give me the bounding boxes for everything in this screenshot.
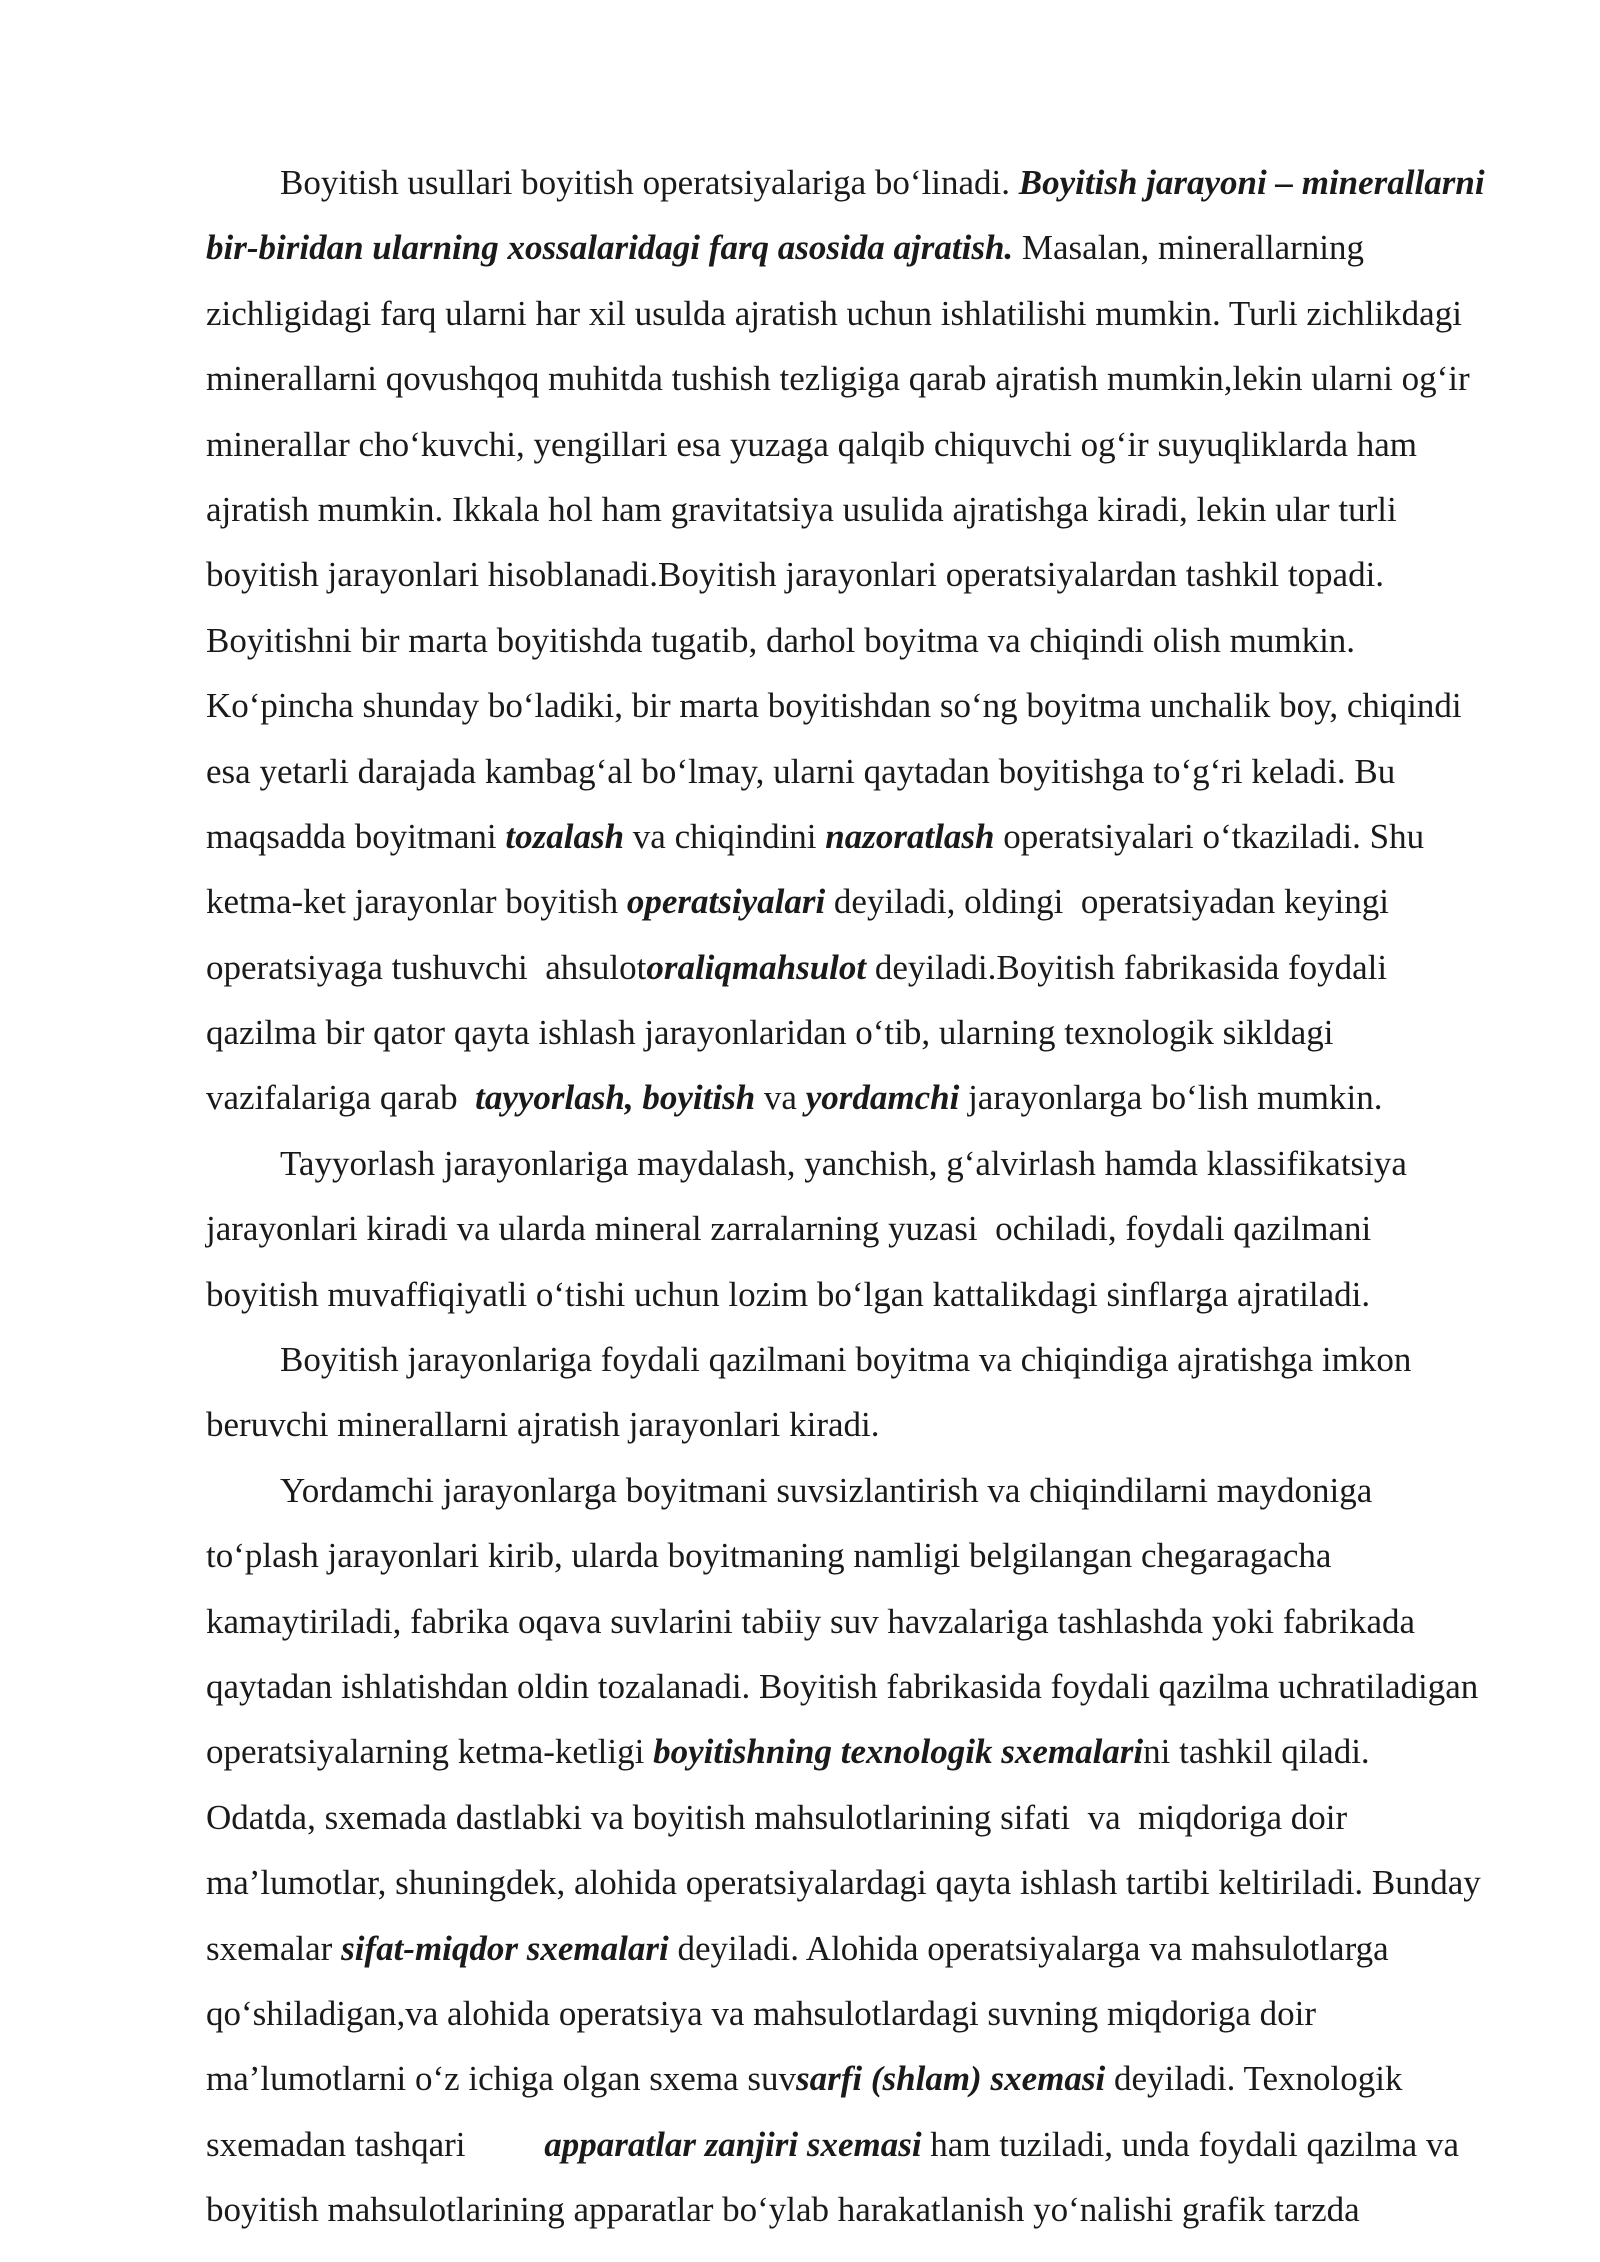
text-run: Odatda, sxemada dastlabki va boyitish mahsulotlarining sifati va miqdoriga doir [206,1797,1348,1837]
text-line [206,1654,1596,1719]
text-run: maqsadda boyitmani [206,816,506,856]
text-line [206,1262,1596,1327]
text-line [206,935,1596,1000]
text-line [206,1458,1596,1523]
document-body-text [206,150,1596,2243]
text-run: ketma-ket jarayonlar boyitish [206,882,627,922]
emphasized-term: apparatlar zanjiri sxemasi [544,2124,922,2164]
text-run: Tayyorlash jarayonlariga maydalash, yanchish, g‘alvirlash hamda klassifikatsiya [280,1143,1407,1183]
text-run: ma’lumotlar, shuningdek, alohida operatsiyalardagi qayta ishlash tartibi keltiriladi. Bunday [206,1863,1481,1903]
text-run: deyiladi. Alohida operatsiyalarga va mahsulotlarga [668,1928,1389,1968]
text-line [206,1392,1596,1457]
text-run: ham tuziladi, unda foydali qazilma va [921,2124,1460,2164]
emphasized-term: tozalash [505,816,625,856]
text-run: Boyitish jarayonlariga foydali qazilmani boyitma va chiqindiga ajratishga imkon [280,1340,1412,1380]
text-line [206,412,1596,477]
text-run: deyiladi, oldingi operatsiyadan keyingi [825,882,1389,922]
text-line [206,1327,1596,1392]
emphasized-term: tayyorlash, boyitish [475,1078,756,1118]
text-run: operatsiyalarning ketma-ketligi [206,1732,654,1772]
text-run: to‘plash jarayonlari kirib, ularda boyitmaning namligi belgilangan chegaragacha [206,1536,1332,1576]
text-run: qo‘shiladigan,va alohida operatsiya va mahsulotlardagi suvning miqdoriga doir [206,1993,1317,2033]
text-run: operatsiyaga tushuvchi ahsulot [206,947,647,987]
emphasized-term: operatsiyalari [626,882,826,922]
text-run: boyitish jarayonlari hisoblanadi.Boyitish jarayonlari operatsiyalardan tashkil topadi. [206,555,1385,595]
text-run: qaytadan ishlatishdan oldin tozalanadi. Boyitish fabrikasida foydali qazilma uchratiladigan [206,1666,1479,1706]
text-run: qazilma bir qator qayta ishlash jarayonlaridan o‘tib, ularning texnologik sikldagi [206,1013,1334,1053]
text-line [206,2177,1596,2242]
text-line [206,608,1596,673]
text-run: va [755,1078,806,1118]
text-run: deyiladi.Boyitish fabrikasida foydali [866,947,1388,987]
text-line [206,1719,1596,1784]
emphasized-term: Boyitish jarayoni – minerallarni [1018,163,1485,202]
text-run: jarayonlari kiradi va ularda mineral zarralarning yuzasi ochiladi, foydali qazilmani [206,1209,1372,1249]
text-line [206,869,1596,934]
text-run: ajratish mumkin. Ikkala hol ham gravitatsiya usulida ajratishga kiradi, lekin ular turli [206,489,1397,529]
emphasized-term: bir-biridan ularning xossalaridagi farq asosida ajratish. [206,228,1014,268]
text-line [206,281,1596,346]
text-run: sxemalar [206,1928,342,1968]
text-line [206,2046,1596,2111]
text-run: boyitish mahsulotlarining apparatlar bo‘ylab harakatlanish yo‘nalishi grafik tarzda [206,2190,1360,2230]
emphasized-term: boyitishning texnologik sxemalari [653,1732,1144,1772]
text-line [206,2112,1596,2177]
text-run: operatsiyalari o‘tkaziladi. Shu [994,816,1425,856]
text-line [206,1196,1596,1261]
emphasized-term: oraliqmahsulot [646,947,867,987]
text-run: deyiladi. Texnologik [1105,2059,1403,2099]
text-line [206,1065,1596,1130]
text-run: vazifalariga qarab [206,1078,476,1118]
text-run: esa yetarli darajada kambag‘al bo‘lmay, ularni qaytadan boyitishga to‘g‘ri keladi. Bu [206,751,1396,791]
text-line [206,1000,1596,1065]
emphasized-term: sarfi (shlam) sxemasi [795,2059,1106,2099]
text-run: ni tashkil qiladi. [1143,1732,1370,1772]
text-run: Boyitish usullari boyitish operatsiyalariga bo‘linadi. [280,163,1019,202]
text-line [206,804,1596,869]
text-run: minerallar cho‘kuvchi, yengillari esa yuzaga qalqib chiquvchi og‘ir suyuqliklarda ham [206,424,1417,464]
text-run: Masalan, minerallarning [1013,228,1365,268]
text-run: Yordamchi jarayonlarga boyitmani suvsizlantirish va chiqindilarni maydoniga [280,1470,1373,1510]
text-run: va chiqindini [624,816,826,856]
text-line [206,1916,1596,1981]
text-line [206,215,1596,280]
emphasized-term: nazoratlash [825,816,995,856]
text-run: Boyitishni bir marta boyitishda tugatib, darhol boyitma va chiqindi olish mumkin. [206,620,1356,660]
emphasized-term: sifat-miqdor sxemalari [341,1928,669,1968]
text-line [206,150,1596,215]
emphasized-term: yordamchi [805,1078,960,1118]
text-run: minerallarni qovushqoq muhitda tushish tezligiga qarab ajratish mumkin,lekin ularni og‘ir [206,359,1470,399]
text-line [206,346,1596,411]
text-line [206,1785,1596,1850]
text-run: Ko‘pincha shunday bo‘ladiki, bir marta boyitishdan so‘ng boyitma unchalik boy, chiqindi [206,686,1462,726]
text-line [206,1131,1596,1196]
text-line [206,1523,1596,1588]
text-line [206,1850,1596,1915]
text-line [206,1589,1596,1654]
text-line [206,542,1596,607]
text-run: zichligidagi farq ularni har xil usulda ajratish uchun ishlatilishi mumkin. Turli zichlikdagi [206,293,1462,333]
text-run: ma’lumotlarni o‘z ichiga olgan sxema suv [206,2059,796,2099]
text-run: kamaytiriladi, fabrika oqava suvlarini tabiiy suv havzalariga tashlashda yoki fabrikada [206,1601,1416,1641]
text-line [206,673,1596,738]
text-run: boyitish muvaffiqiyatli o‘tishi uchun lozim bo‘lgan kattalikdagi sinflarga ajratiladi. [206,1274,1371,1314]
text-line [206,1981,1596,2046]
text-run: beruvchi minerallarni ajratish jarayonlari kiradi. [206,1405,880,1445]
text-line [206,477,1596,542]
text-run: jarayonlarga bo‘lish mumkin. [959,1078,1383,1118]
text-run: sxemadan tashqari [206,2124,545,2164]
text-line [206,739,1596,804]
